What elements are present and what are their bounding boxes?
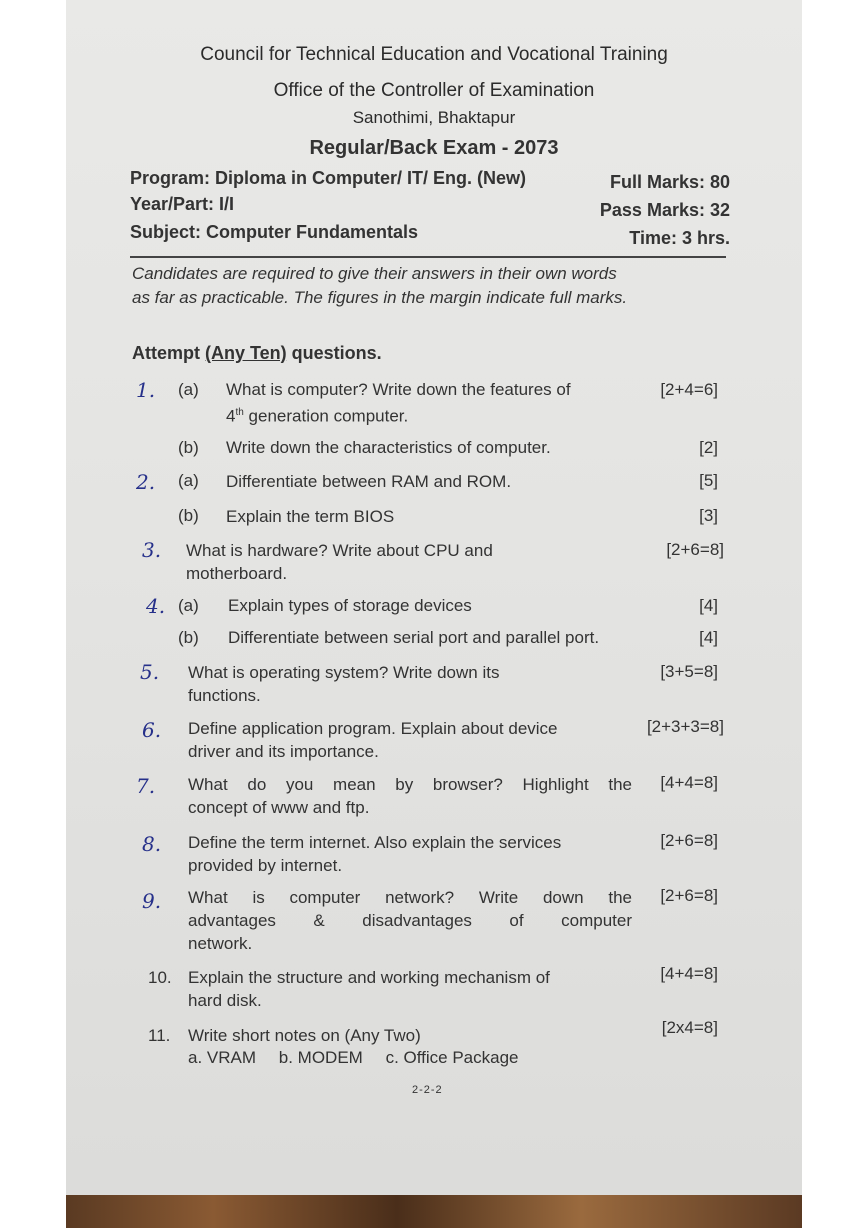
attempt-suffix: questions. <box>286 343 382 363</box>
q3-marks: [2+6=8] <box>666 540 724 559</box>
q1a-line2 <box>226 401 636 428</box>
q3-line2: motherboard. <box>186 564 288 583</box>
q3-line1: What is hardware? Write about CPU and <box>186 541 493 560</box>
location: Sanothimi, Bhaktapur <box>352 108 516 127</box>
q10-number: 10. <box>148 968 172 987</box>
q6-marks: [2+3+3=8] <box>646 717 724 736</box>
q10-marks: [4+4=8] <box>660 964 718 983</box>
subject: Subject: Computer Fundamentals <box>130 222 419 242</box>
handwritten-number: 5. <box>140 660 160 684</box>
q8-line1: Define the term internet. Also explain the services <box>188 833 562 852</box>
pass-marks: Pass Marks: 32 <box>599 200 730 220</box>
q2b-label: (b) <box>178 506 199 525</box>
q1b-text: Write down the characteristics of computer. <box>226 438 551 457</box>
attempt-emphasis: (Any Ten) <box>205 343 287 363</box>
council-title: Council for Technical Education and Vocational Training <box>200 44 668 65</box>
divider <box>130 256 726 258</box>
q4b-label: (b) <box>178 628 199 647</box>
q11-text: Write short notes on (Any Two) <box>188 1026 421 1045</box>
instructions-line1: Candidates are required to give their answers in their own words <box>132 264 617 283</box>
full-marks: Full Marks: 80 <box>609 172 730 192</box>
exam-paper <box>66 0 802 1195</box>
office-title: Office of the Controller of Examination <box>273 80 595 101</box>
instructions-line2: as far as practicable. The figures in the margin indicate full marks. <box>132 288 628 307</box>
q2a-text: Differentiate between RAM and ROM. <box>226 472 512 491</box>
handwritten-number: 9. <box>142 889 162 913</box>
instructions <box>132 262 732 310</box>
handwritten-number: 2. <box>136 470 156 494</box>
attempt-instruction <box>132 343 382 364</box>
q7-line2: concept of www and ftp. <box>188 798 370 817</box>
handwritten-number: 8. <box>142 832 162 856</box>
q7-line1: What do you mean by browser? Highlight the <box>188 775 632 794</box>
q10-text <box>188 966 632 1012</box>
q3-text <box>186 539 606 585</box>
q5-line1: What is operating system? Write down its <box>188 663 500 682</box>
option-b: b. MODEM <box>278 1048 363 1067</box>
handwritten-number: 4. <box>146 594 166 618</box>
q9-line1: What is computer network? Write down the <box>188 888 632 907</box>
q6-line1: Define application program. Explain about device <box>188 719 558 738</box>
left-margin <box>0 0 66 1228</box>
attempt-prefix: Attempt <box>132 343 205 363</box>
q4b-marks: [4] <box>699 628 718 647</box>
q10-line1: Explain the structure and working mechanism of <box>188 968 550 987</box>
q1a-line1: What is computer? Write down the features of <box>226 380 571 399</box>
q6-text <box>188 717 628 763</box>
q1b-label: (b) <box>178 438 199 457</box>
q1a-ordinal: 4 <box>226 406 236 426</box>
q7-marks: [4+4=8] <box>660 773 718 792</box>
q4a-marks: [4] <box>699 596 718 615</box>
q4b-text: Differentiate between serial port and parallel port. <box>228 628 600 647</box>
q8-text <box>188 831 632 877</box>
handwritten-number: 1. <box>136 378 156 402</box>
q1a-label: (a) <box>178 380 199 399</box>
handwritten-number: 3. <box>142 538 162 562</box>
program-label: Program: Diploma in Computer/ IT/ Eng. (New) <box>130 168 527 188</box>
q5-text <box>188 661 608 707</box>
q1a-sup: th <box>235 407 244 418</box>
time: Time: 3 hrs. <box>629 228 730 248</box>
q1a-marks: [2+4=6] <box>660 380 718 399</box>
option-a: a. VRAM <box>188 1048 257 1067</box>
q6-line2: driver and its importance. <box>188 742 379 761</box>
q5-marks: [3+5=8] <box>660 662 718 681</box>
q2a-marks: [5] <box>699 471 718 490</box>
q5-line2: functions. <box>188 686 261 705</box>
q1a-line2-text: generation computer. <box>243 406 409 426</box>
q10-line2: hard disk. <box>188 991 262 1010</box>
q4a-text: Explain types of storage devices <box>228 596 472 615</box>
q8-marks: [2+6=8] <box>660 831 718 850</box>
q11-options <box>188 1048 536 1068</box>
footer-mark: 2-2-2 <box>412 1084 443 1096</box>
option-c: c. Office Package <box>385 1048 519 1067</box>
q4a-label: (a) <box>178 596 199 615</box>
exam-title: Regular/Back Exam - 2073 <box>309 137 559 159</box>
q11-marks: [2x4=8] <box>661 1018 718 1037</box>
q8-line2: provided by internet. <box>188 856 343 875</box>
q9-marks: [2+6=8] <box>660 886 718 905</box>
q11-number: 11. <box>148 1026 171 1045</box>
q9-line2: advantages & disadvantages of computer <box>188 911 632 930</box>
q1a-text <box>226 378 636 428</box>
q1b-marks: [2] <box>699 438 718 457</box>
right-margin <box>802 0 868 1228</box>
handwritten-number: 6. <box>142 718 162 742</box>
q9-text <box>188 886 632 955</box>
q2b-marks: [3] <box>699 506 718 525</box>
table-surface <box>66 1195 802 1228</box>
q7-text <box>188 773 632 819</box>
q2b-text: Explain the term BIOS <box>226 507 395 526</box>
q9-line3: network. <box>188 934 253 953</box>
handwritten-number: 7. <box>136 774 156 798</box>
q2a-label: (a) <box>178 471 199 490</box>
year-part: Year/Part: I/I <box>130 194 235 214</box>
